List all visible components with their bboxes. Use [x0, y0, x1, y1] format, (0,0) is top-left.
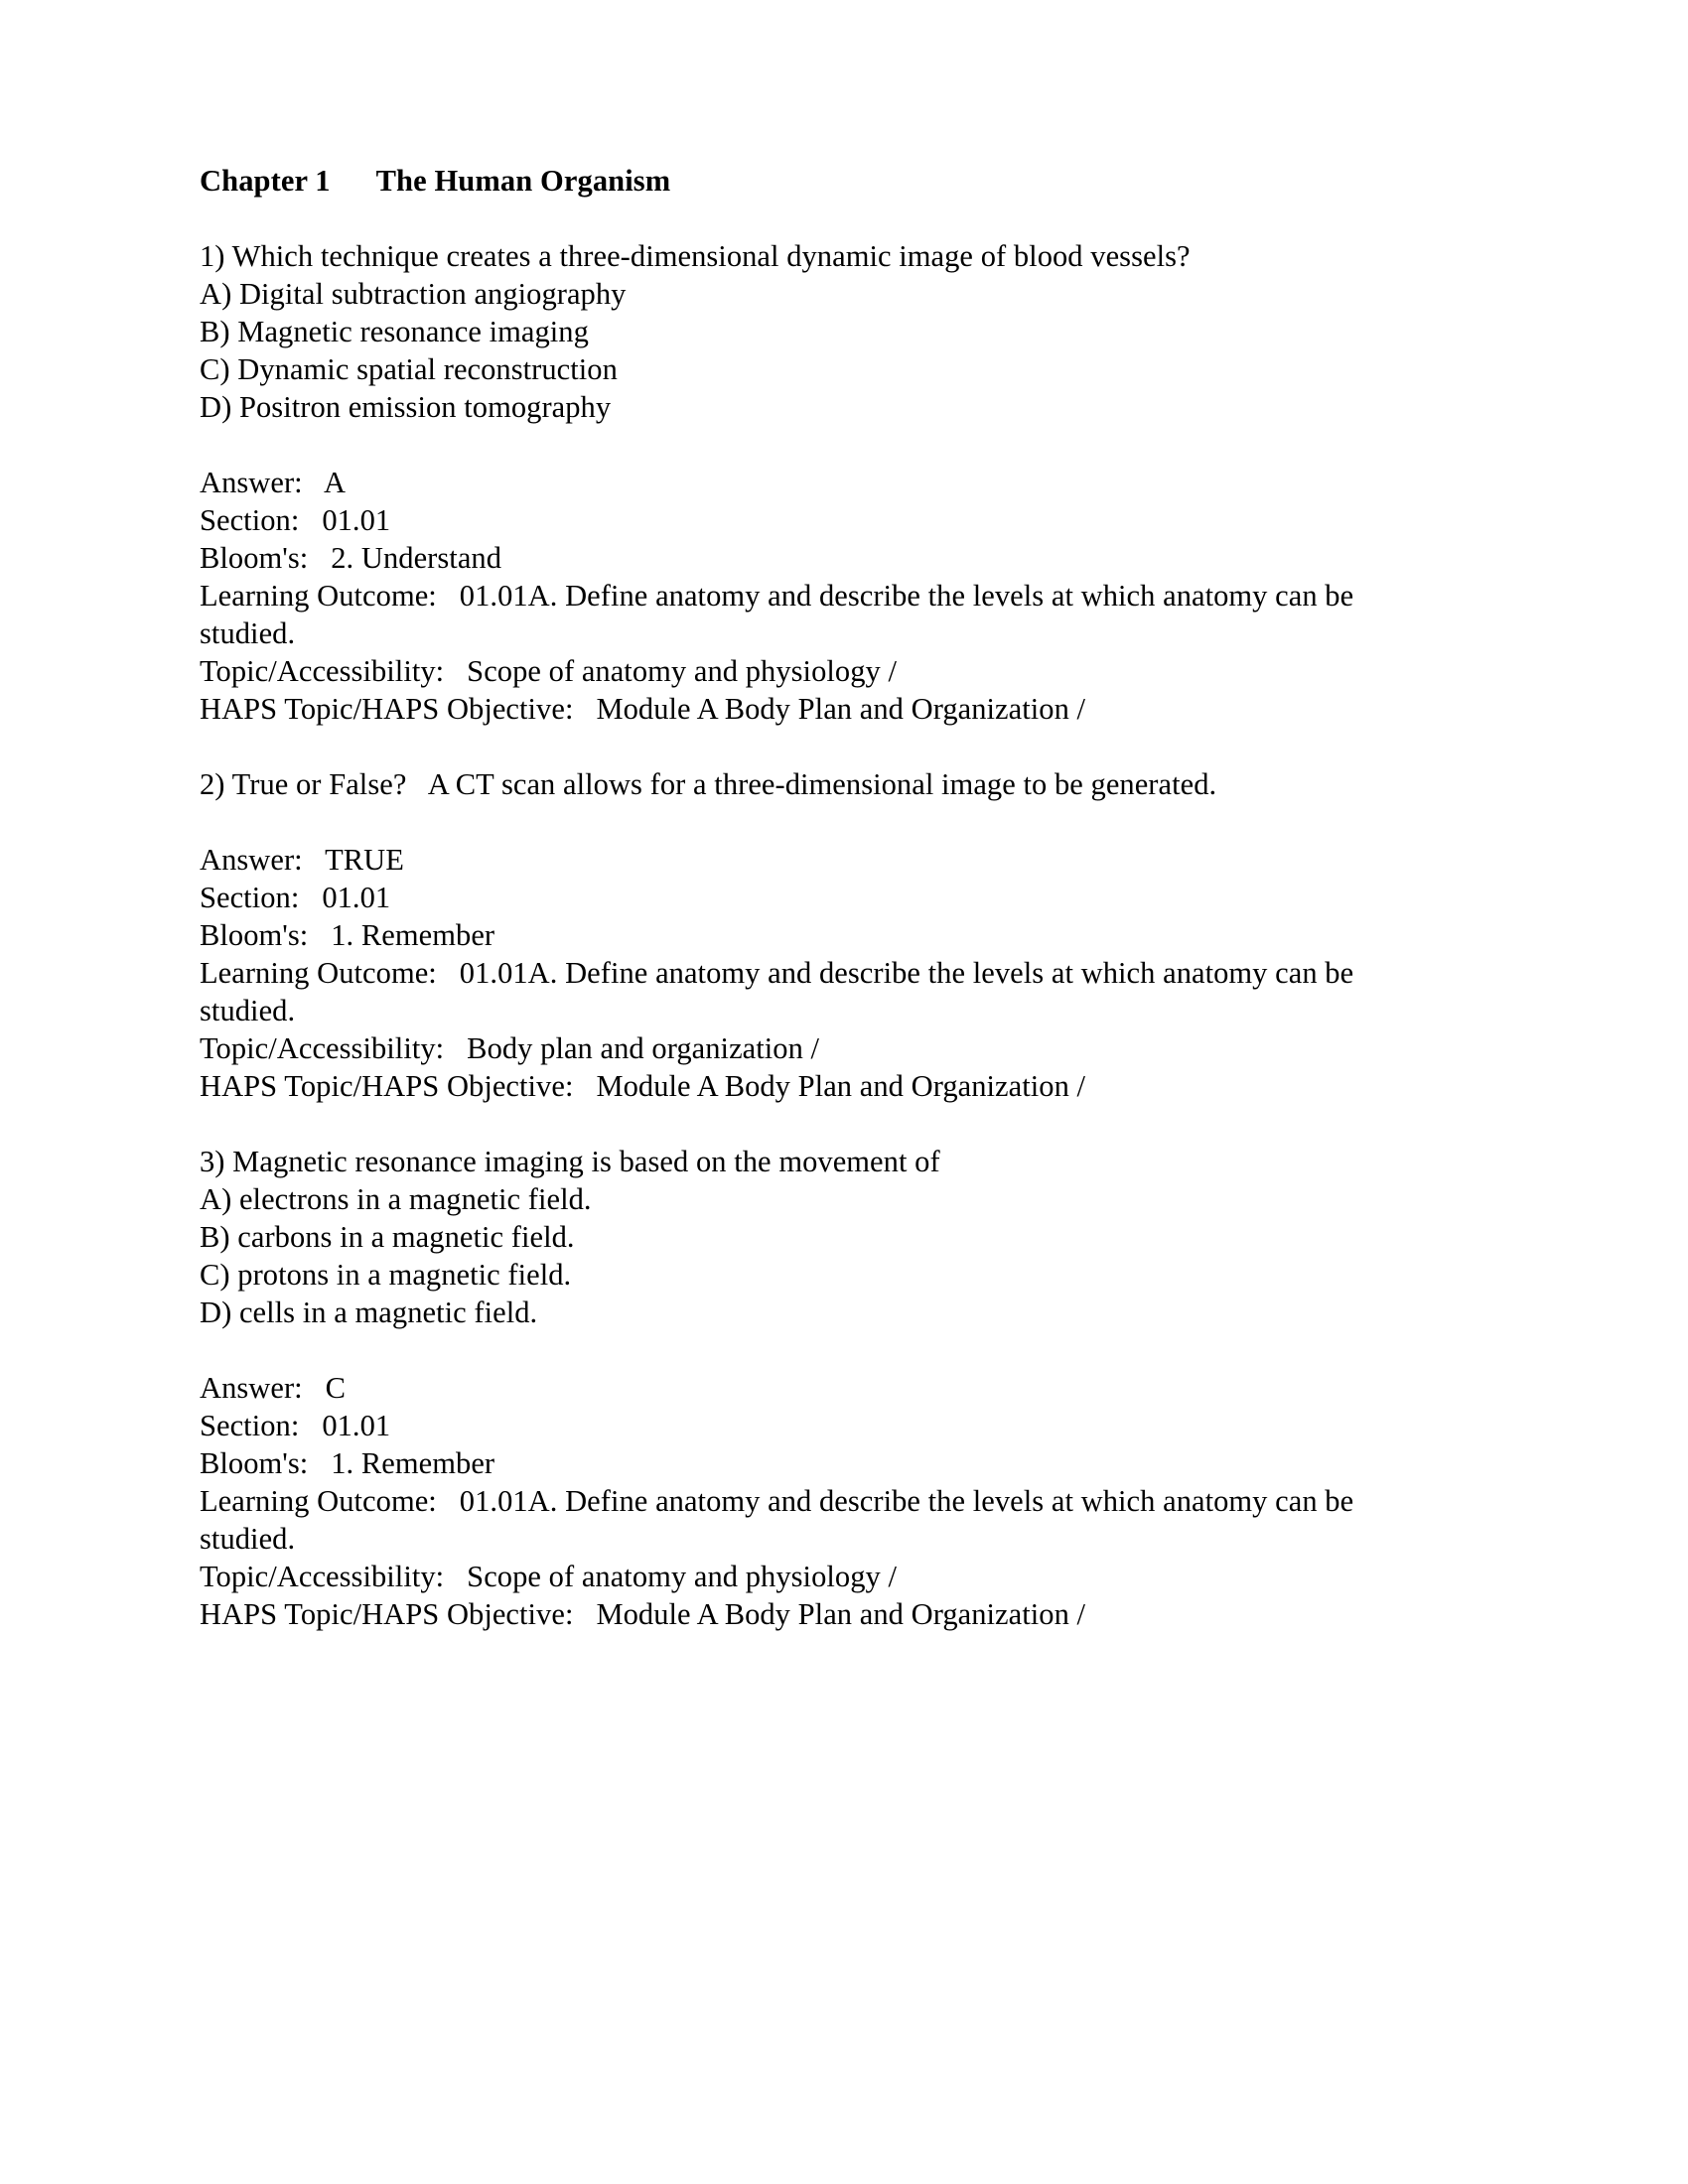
question-choice: A) Digital subtraction angiography [200, 277, 627, 311]
metadata-learning-outcome: Learning Outcome: 01.01A. Define anatomy and describe the levels at which anatomy can be studied. [200, 956, 1361, 1027]
metadata-answer: Answer: A [200, 466, 347, 499]
metadata-learning-outcome: Learning Outcome: 01.01A. Define anatomy and describe the levels at which anatomy can be studied. [200, 579, 1361, 650]
question-choice: D) cells in a magnetic field. [200, 1296, 538, 1329]
metadata-answer: Answer: TRUE [200, 843, 404, 877]
question-stem: 2) True or False? A CT scan allows for a three-dimensional image to be generated. [200, 767, 1217, 801]
page-title: Chapter 1 The Human Organism [200, 164, 671, 198]
metadata-section: Section: 01.01 [200, 1409, 391, 1442]
metadata-blooms: Bloom's: 2. Understand [200, 541, 502, 575]
question-block-3 [200, 1143, 1453, 1331]
metadata-answer: Answer: C [200, 1371, 347, 1405]
question-choice: B) Magnetic resonance imaging [200, 315, 589, 348]
blank-line [200, 803, 1453, 841]
metadata-topic-accessibility: Topic/Accessibility: Body plan and organization / [200, 1031, 820, 1065]
answer-metadata-block-3 [200, 1369, 1453, 1633]
blank-line [200, 728, 1453, 765]
question-block-2 [200, 765, 1453, 803]
question-stem: 3) Magnetic resonance imaging is based on the movement of [200, 1145, 940, 1178]
question-choice: C) protons in a magnetic field. [200, 1258, 572, 1292]
blank-line [200, 1331, 1453, 1369]
question-choice: D) Positron emission tomography [200, 390, 612, 424]
metadata-haps-topic: HAPS Topic/HAPS Objective: Module A Body Plan and Organization / [200, 1069, 1086, 1103]
question-block-1 [200, 237, 1453, 426]
metadata-haps-topic: HAPS Topic/HAPS Objective: Module A Body Plan and Organization / [200, 692, 1086, 726]
blank-line [200, 1105, 1453, 1143]
metadata-section: Section: 01.01 [200, 503, 391, 537]
metadata-topic-accessibility: Topic/Accessibility: Scope of anatomy and physiology / [200, 1560, 898, 1593]
metadata-haps-topic: HAPS Topic/HAPS Objective: Module A Body Plan and Organization / [200, 1597, 1086, 1631]
question-choice: C) Dynamic spatial reconstruction [200, 352, 618, 386]
question-choice: B) carbons in a magnetic field. [200, 1220, 575, 1254]
blank-line [200, 426, 1453, 464]
answer-metadata-block-1 [200, 464, 1453, 728]
question-stem: 1) Which technique creates a three-dimensional dynamic image of blood vessels? [200, 239, 1191, 273]
question-choice: A) electrons in a magnetic field. [200, 1182, 592, 1216]
metadata-learning-outcome: Learning Outcome: 01.01A. Define anatomy and describe the levels at which anatomy can be studied. [200, 1484, 1361, 1556]
metadata-section: Section: 01.01 [200, 881, 391, 914]
metadata-topic-accessibility: Topic/Accessibility: Scope of anatomy and physiology / [200, 654, 898, 688]
metadata-blooms: Bloom's: 1. Remember [200, 1446, 495, 1480]
metadata-blooms: Bloom's: 1. Remember [200, 918, 495, 952]
answer-metadata-block-2 [200, 841, 1453, 1105]
document-body [200, 162, 1453, 1633]
blank-line [200, 200, 1453, 237]
